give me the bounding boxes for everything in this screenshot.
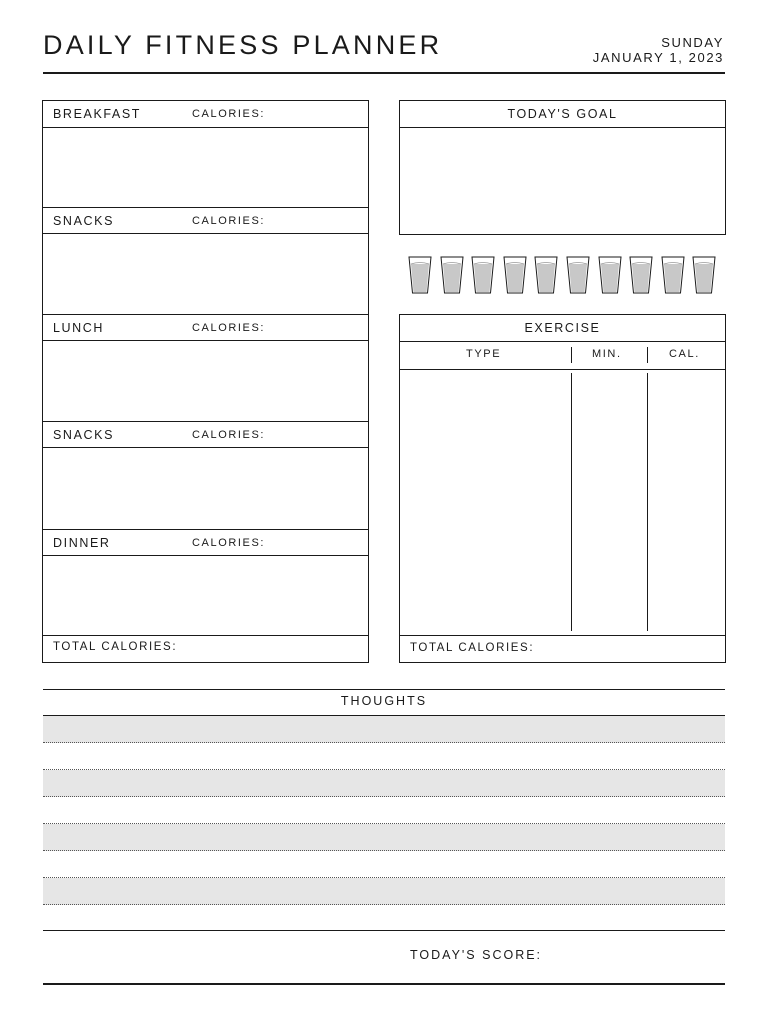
date-label: JANUARY 1, 2023 — [592, 50, 724, 65]
water-glass-icon[interactable] — [471, 256, 495, 294]
water-glass-icon[interactable] — [408, 256, 432, 294]
meal-name: SNACKS — [53, 214, 115, 228]
calories-label: CALORIES: — [192, 215, 266, 227]
meal-header-lunch — [43, 314, 368, 341]
meal-name: BREAKFAST — [53, 107, 142, 121]
exercise-section — [399, 314, 726, 663]
meal-total-divider — [43, 635, 368, 636]
exercise-column-headers — [400, 342, 725, 370]
goal-title: TODAY'S GOAL — [507, 107, 618, 121]
goal-section — [399, 100, 726, 235]
column-type: TYPE — [466, 348, 502, 360]
column-divider — [647, 347, 648, 363]
water-glass-icon[interactable] — [692, 256, 716, 294]
water-glass-icon[interactable] — [566, 256, 590, 294]
day-label: SUNDAY — [661, 35, 724, 50]
thoughts-line — [43, 824, 725, 851]
score-top-rule — [43, 930, 725, 931]
water-glass-icon[interactable] — [629, 256, 653, 294]
meal-header-snacks-2 — [43, 421, 368, 448]
meal-header-snacks-1 — [43, 207, 368, 234]
column-divider — [571, 347, 572, 363]
water-glass-icon[interactable] — [534, 256, 558, 294]
meals-section — [42, 100, 369, 663]
thoughts-line — [43, 851, 725, 878]
bottom-rule — [43, 983, 725, 985]
meal-name: DINNER — [53, 536, 111, 550]
calories-label: CALORIES: — [192, 322, 266, 334]
goal-header — [400, 101, 725, 128]
meal-name: SNACKS — [53, 428, 115, 442]
exercise-total-divider — [400, 635, 725, 636]
exercise-title: EXERCISE — [524, 321, 601, 335]
header-rule — [43, 72, 725, 74]
water-glass-icon[interactable] — [440, 256, 464, 294]
exercise-column-divider — [571, 373, 572, 631]
column-min: MIN. — [592, 348, 622, 360]
meal-total-calories-label: TOTAL CALORIES: — [53, 641, 178, 653]
thoughts-line — [43, 743, 725, 770]
score-label: TODAY'S SCORE: — [410, 948, 543, 962]
water-glass-icon[interactable] — [503, 256, 527, 294]
thoughts-line — [43, 905, 725, 932]
calories-label: CALORIES: — [192, 429, 266, 441]
exercise-header — [400, 315, 725, 342]
water-glass-icon[interactable] — [598, 256, 622, 294]
water-glass-icon[interactable] — [661, 256, 685, 294]
page-title: DAILY FITNESS PLANNER — [43, 30, 443, 60]
thoughts-line — [43, 716, 725, 743]
thoughts-line — [43, 770, 725, 797]
exercise-column-divider — [647, 373, 648, 631]
meal-header-dinner — [43, 529, 368, 556]
thoughts-title: THOUGHTS — [340, 694, 428, 708]
exercise-total-calories-label: TOTAL CALORIES: — [410, 642, 535, 654]
calories-label: CALORIES: — [192, 108, 266, 120]
meal-name: LUNCH — [53, 321, 105, 335]
calories-label: CALORIES: — [192, 537, 266, 549]
water-tracker — [408, 256, 718, 294]
column-cal: CAL. — [669, 348, 700, 360]
meal-header-breakfast — [43, 101, 368, 128]
thoughts-line — [43, 797, 725, 824]
thoughts-top-rule — [43, 689, 725, 690]
thoughts-line — [43, 878, 725, 905]
